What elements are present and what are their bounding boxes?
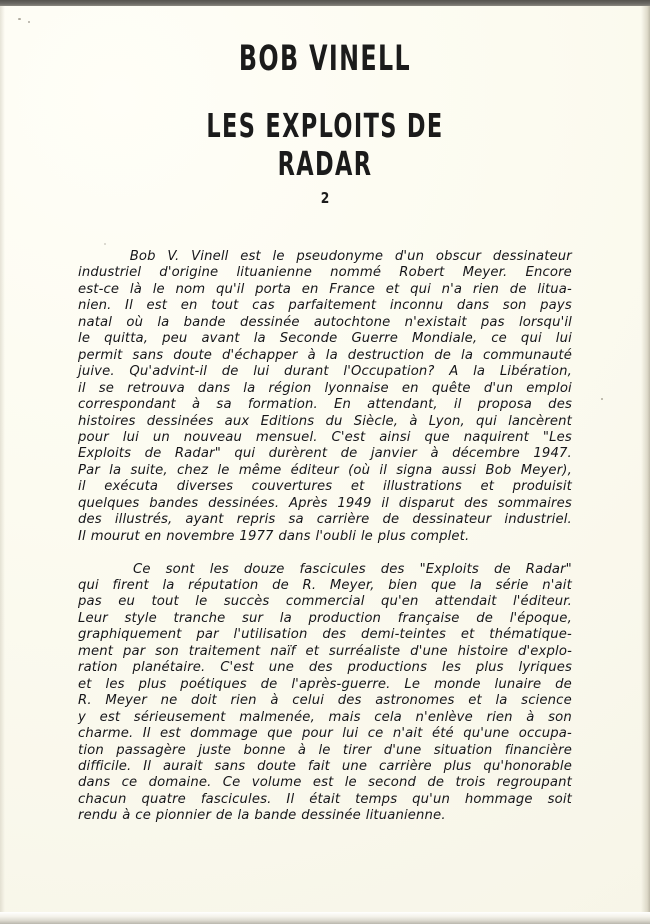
paper-bottom-edge (0, 912, 650, 924)
text-line: tion passagère juste bonne à le tirer d'une situation financière (78, 742, 572, 758)
text-line: Bob V. Vinell est le pseudonyme d'un obscur dessinateur (129, 249, 572, 264)
text-line: le quitta, peu avant la Seconde Guerre Mondiale, ce qui lui (78, 331, 572, 347)
paragraph-1 (78, 249, 572, 545)
body-text (78, 249, 572, 825)
text-line: Ce sont les douze fascicules des "Exploits de Radar" (133, 561, 572, 577)
series-title-line-1: LES EXPLOITS DE (206, 106, 444, 145)
text-line: ment par son traitement naïf et surréaliste d'une histoire d'explo- (78, 643, 572, 659)
text-line: il exécuta diverses couvertures et illustrations et produisit (78, 479, 572, 495)
text-line: et les plus poétiques de l'après-guerre. Le monde lunaire de (78, 676, 572, 692)
text-line: nien. Il est en tout cas parfaitement inconnu dans son pays (78, 298, 572, 314)
text-line: pas eu tout le succès commercial qu'en attendait l'éditeur. (78, 594, 572, 610)
volume-number: 2 (320, 189, 330, 207)
text-line: Exploits de Radar" qui durèrent de janvier à décembre 1947. (78, 446, 572, 462)
author-heading: BOB VINELL (238, 39, 412, 79)
paper-right-edge (641, 6, 650, 916)
text-line: rendu à ce pionnier de la bande dessinée lituanienne. (78, 808, 446, 824)
text-line: permit sans doute d'échapper à la destruction de la communauté (78, 347, 572, 363)
text-line: pour lui un nouveau mensuel. C'est ainsi que naquirent "Les (78, 429, 572, 445)
text-line: est-ce là le nom qu'il porta en France et qui n'a rien de litua- (78, 281, 572, 297)
text-line: y est sérieusement malmenée, mais cela n'enlève rien à son (78, 709, 572, 725)
text-line: Par la suite, chez le même éditeur (où il signa aussi Bob Meyer), (78, 462, 572, 478)
text-line: juive. Qu'advint-il de lui durant l'Occupation? A la Libération, (78, 364, 572, 380)
text-line: qui firent la réputation de R. Meyer, bien que la série n'ait (78, 578, 572, 593)
paper-left-edge (0, 6, 5, 916)
text-line: chacun quatre fascicules. Il était temps qu'un hommage soit (78, 791, 572, 807)
text-line: difficile. Il aurait sans doute fait une carrière plus qu'honorable (78, 758, 572, 774)
text-line: industriel d'origine lituanienne nommé Robert Meyer. Encore (78, 265, 572, 281)
paper-speck (601, 398, 603, 400)
paragraph-2 (78, 562, 572, 825)
text-line: ration planétaire. C'est une des productions les plus lyriques (78, 660, 572, 676)
text-line: il se retrouva dans la région lyonnaise en quête d'un emploi (78, 380, 572, 396)
text-line: graphiquement par l'utilisation des demi-teintes et thématique- (78, 627, 572, 643)
text-line: des illustrés, ayant repris sa carrière de dessinateur industriel. (78, 512, 572, 528)
text-line: Il mourut en novembre 1977 dans l'oubli le plus complet. (78, 528, 470, 544)
paper-speck (104, 243, 106, 245)
series-title-line-2: RADAR (277, 144, 373, 183)
text-line: R. Meyer ne doit rien à celui des astronomes et la science (78, 693, 572, 709)
text-line: dans ce domaine. Ce volume est le second de trois regroupant (78, 775, 572, 791)
text-line: correspondant à sa formation. En attendant, il proposa des (78, 397, 572, 413)
text-line: charme. Il est dommage que pour lui ce n'ait été qu'une occupa- (78, 726, 572, 742)
text-line: quelques bandes dessinées. Après 1949 il disparut des sommaires (78, 495, 572, 511)
text-line: Leur style tranche sur la production française de l'époque, (78, 610, 572, 626)
paper-speck (18, 18, 21, 20)
text-line: natal où la bande dessinée autochtone n'existait pas lorsqu'il (78, 314, 572, 330)
text-line: histoires dessinées aux Editions du Siècle, à Lyon, qui lancèrent (78, 413, 572, 429)
paper-speck (28, 21, 30, 23)
